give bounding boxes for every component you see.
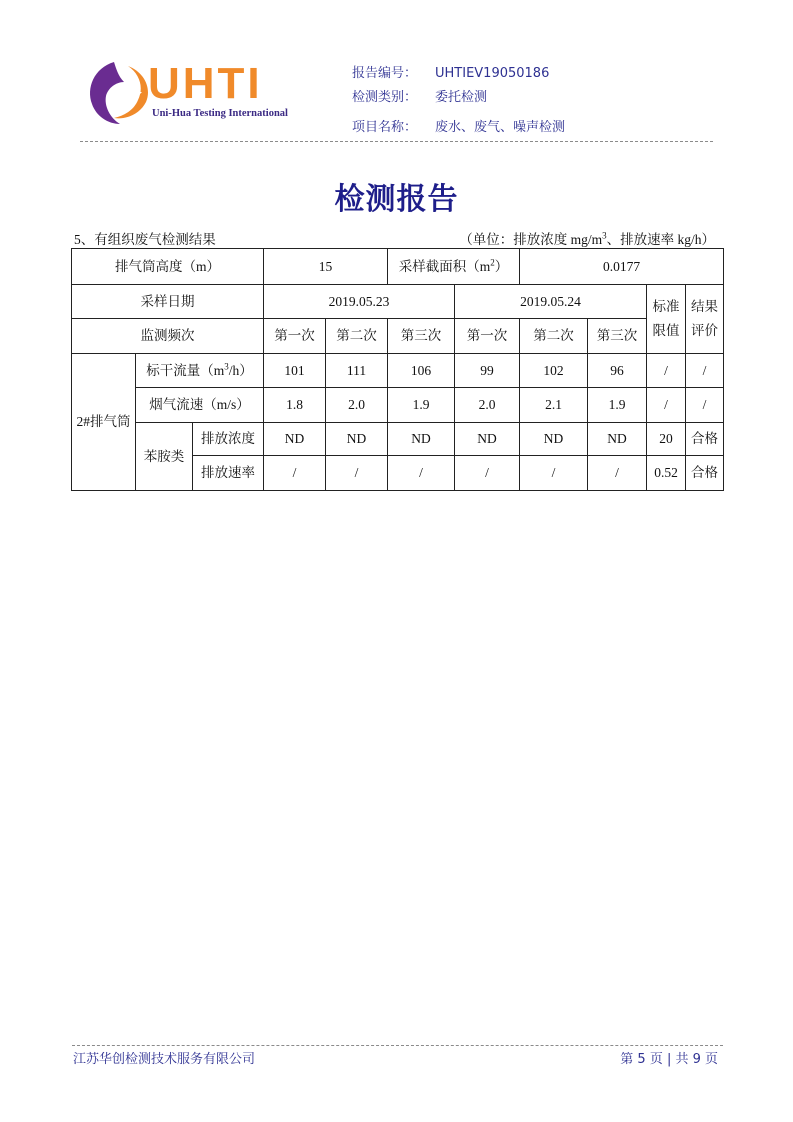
logo-wordmark: UHTI	[148, 59, 263, 108]
flow-limit: /	[647, 354, 686, 388]
speed-value: 2.0	[326, 388, 388, 423]
flow-label-suffix: /h）	[228, 362, 253, 378]
rate-limit: 0.52	[647, 456, 686, 491]
rate-label: 排放速率	[193, 456, 264, 491]
logo-subtitle: Uni-Hua Testing International	[152, 108, 288, 119]
frequency-label: 监测频次	[72, 319, 264, 354]
speed-value: 1.9	[388, 388, 455, 423]
area-label-suffix: ）	[494, 258, 509, 274]
speed-value: 1.8	[264, 388, 326, 423]
concentration-value: ND	[388, 423, 455, 456]
flow-value: 96	[588, 354, 647, 388]
table-row	[72, 319, 724, 354]
table-row	[72, 285, 724, 319]
table-row	[72, 249, 724, 285]
stack-name: 2#排气筒	[72, 354, 136, 491]
date-1: 2019.05.23	[264, 285, 455, 319]
report-number-value: UHTIEV19050186	[435, 66, 550, 81]
pollutant-name: 苯胺类	[136, 423, 193, 491]
rate-eval: 合格	[686, 456, 724, 491]
frequency-cell: 第二次	[326, 319, 388, 354]
category-row	[352, 86, 487, 105]
table-row	[72, 388, 724, 423]
unit-note-prefix: （单位：排放浓度 mg/m	[459, 232, 603, 247]
frequency-cell: 第三次	[388, 319, 455, 354]
unit-note-sup: 3	[602, 230, 607, 241]
eval-header: 结果评价	[686, 285, 724, 354]
speed-limit: /	[647, 388, 686, 423]
frequency-cell: 第一次	[455, 319, 520, 354]
footer-company: 江苏华创检测技术服务有限公司	[73, 1052, 256, 1067]
unit-note-suffix: 、排放速率 kg/h）	[606, 232, 715, 247]
area-label	[388, 249, 520, 285]
concentration-eval: 合格	[686, 423, 724, 456]
speed-value: 2.0	[455, 388, 520, 423]
flow-value: 99	[455, 354, 520, 388]
report-number-label: 报告编号：	[352, 66, 418, 81]
speed-label: 烟气流速（m/s）	[136, 388, 264, 423]
header-divider	[80, 141, 713, 142]
unit-note	[459, 228, 715, 248]
flow-label-sup: 3	[224, 361, 229, 371]
limit-header: 标准限值	[647, 285, 686, 354]
date-2: 2019.05.24	[455, 285, 647, 319]
frequency-cell: 第三次	[588, 319, 647, 354]
footer-divider	[72, 1045, 723, 1046]
concentration-label: 排放浓度	[193, 423, 264, 456]
speed-value: 1.9	[588, 388, 647, 423]
flow-label-prefix: 标干流量（m	[146, 362, 225, 378]
area-label-prefix: 采样截面积（m	[398, 258, 491, 274]
flow-value: 102	[520, 354, 588, 388]
date-label: 采样日期	[72, 285, 264, 319]
height-value: 15	[264, 249, 388, 285]
height-label: 排气筒高度（m）	[72, 249, 264, 285]
rate-value: /	[588, 456, 647, 491]
page-title: 检测报告	[334, 182, 459, 217]
flow-value: 101	[264, 354, 326, 388]
report-number-row	[352, 62, 549, 81]
project-row	[352, 116, 565, 135]
flow-eval: /	[686, 354, 724, 388]
flow-value: 106	[388, 354, 455, 388]
category-label: 检测类别：	[352, 90, 418, 105]
rate-value: /	[326, 456, 388, 491]
speed-eval: /	[686, 388, 724, 423]
results-table	[71, 248, 724, 491]
project-value: 废水、废气、噪声检测	[435, 120, 566, 135]
rate-value: /	[388, 456, 455, 491]
concentration-value: ND	[455, 423, 520, 456]
rate-value: /	[520, 456, 588, 491]
footer-page-info: 第 5 页 | 共 9 页	[620, 1052, 718, 1067]
concentration-value: ND	[588, 423, 647, 456]
rate-value: /	[264, 456, 326, 491]
flow-value: 111	[326, 354, 388, 388]
concentration-limit: 20	[647, 423, 686, 456]
flow-label	[136, 354, 264, 388]
frequency-cell: 第一次	[264, 319, 326, 354]
area-label-sup: 2	[490, 257, 495, 267]
project-label: 项目名称：	[352, 120, 418, 135]
concentration-value: ND	[264, 423, 326, 456]
category-value: 委托检测	[435, 90, 488, 105]
concentration-value: ND	[520, 423, 588, 456]
section-heading: 5、有组织废气检测结果	[74, 232, 216, 247]
concentration-value: ND	[326, 423, 388, 456]
area-value: 0.0177	[520, 249, 724, 285]
rate-value: /	[455, 456, 520, 491]
table-row	[72, 423, 724, 456]
frequency-cell: 第二次	[520, 319, 588, 354]
table-row	[72, 354, 724, 388]
speed-value: 2.1	[520, 388, 588, 423]
